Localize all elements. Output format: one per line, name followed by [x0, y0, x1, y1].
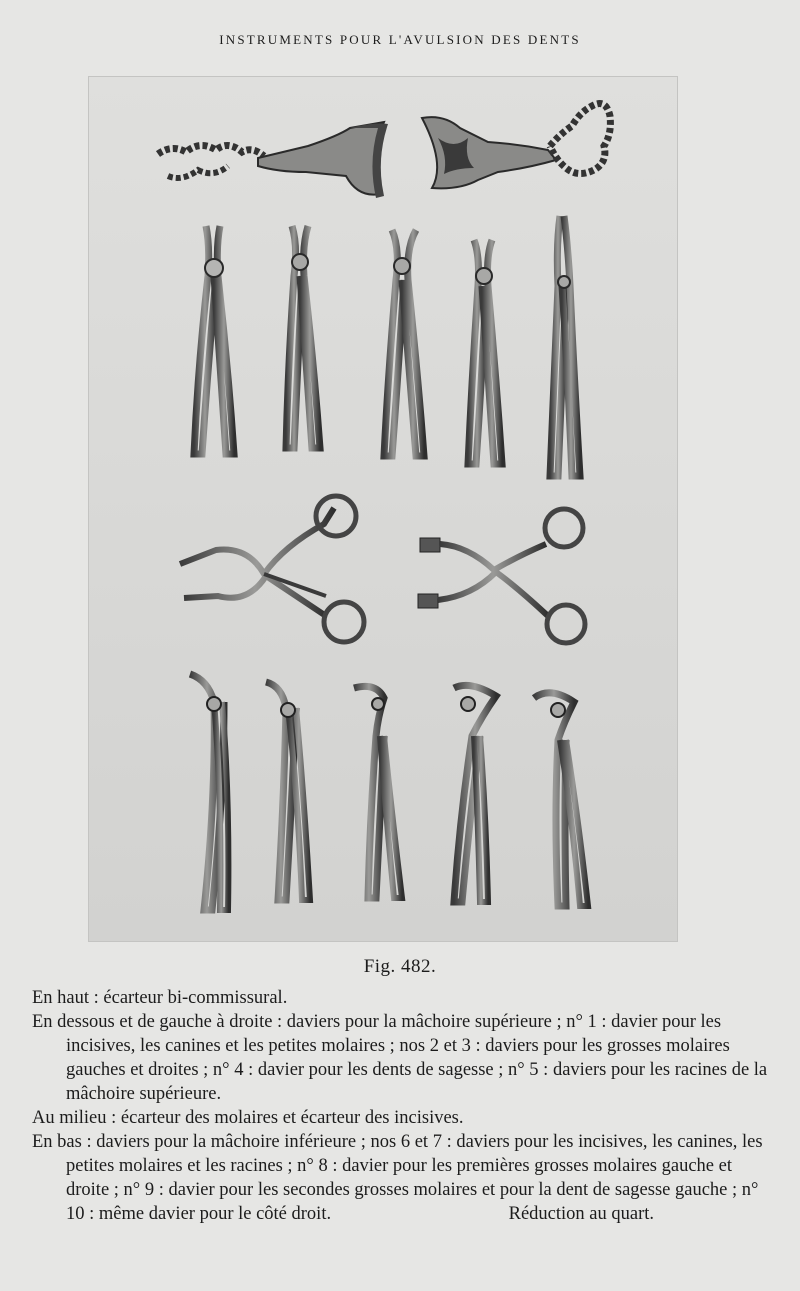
- caption-upper-forceps: En dessous et de gauche à droite : daviers pour la mâchoire supérieure ; n° 1 : davier pour les incisives, les canines et les petites molaires ; nos 2 et 3 : daviers pour les grosses molaires gauches et droites ; n° 4 : davier pour les dents de sagesse ; n° 5 : daviers pour les racines de la mâchoire supérieure.: [32, 1012, 768, 1104]
- forceps-no9: [454, 685, 496, 902]
- retractor-bicommissural-right: [422, 104, 610, 189]
- forceps-no2: [286, 226, 320, 448]
- incisor-retractor: [418, 509, 585, 643]
- caption-top: En haut : écarteur bi-commissural.: [32, 988, 288, 1008]
- forceps-no4: [468, 240, 502, 464]
- instruments-photograph: [88, 76, 678, 942]
- figure-caption: [32, 986, 772, 1226]
- figure-plate: [88, 76, 678, 942]
- caption-middle: Au milieu : écarteur des molaires et écarteur des incisives.: [32, 1108, 464, 1128]
- caption-lower-forceps: En bas : daviers pour la mâchoire inférieure ; nos 6 et 7 : daviers pour les incisives, les canines, les petites molaires et les racines ; n° 8 : davier pour les premières grosses molaires gauche et droite ; n° 9 : davier pour les secondes grosses molaires et pour la dent de sagesse gauche ; n° 10 : même davier pour le côté droit.: [32, 1132, 763, 1224]
- forceps-no7: [266, 682, 310, 900]
- reduction-note: Réduction au quart.: [508, 1204, 654, 1224]
- figure-label: Fig. 482.: [363, 956, 437, 977]
- retractor-bicommissural-left: [158, 122, 388, 198]
- forceps-no1: [194, 226, 234, 454]
- running-head: INSTRUMENTS POUR L'AVULSION DES DENTS: [219, 32, 581, 47]
- molar-retractor: [180, 496, 364, 642]
- forceps-no8: [354, 686, 402, 898]
- forceps-no10: [534, 693, 588, 906]
- forceps-no3: [384, 230, 424, 456]
- forceps-no6: [190, 674, 228, 910]
- forceps-no5: [550, 216, 580, 476]
